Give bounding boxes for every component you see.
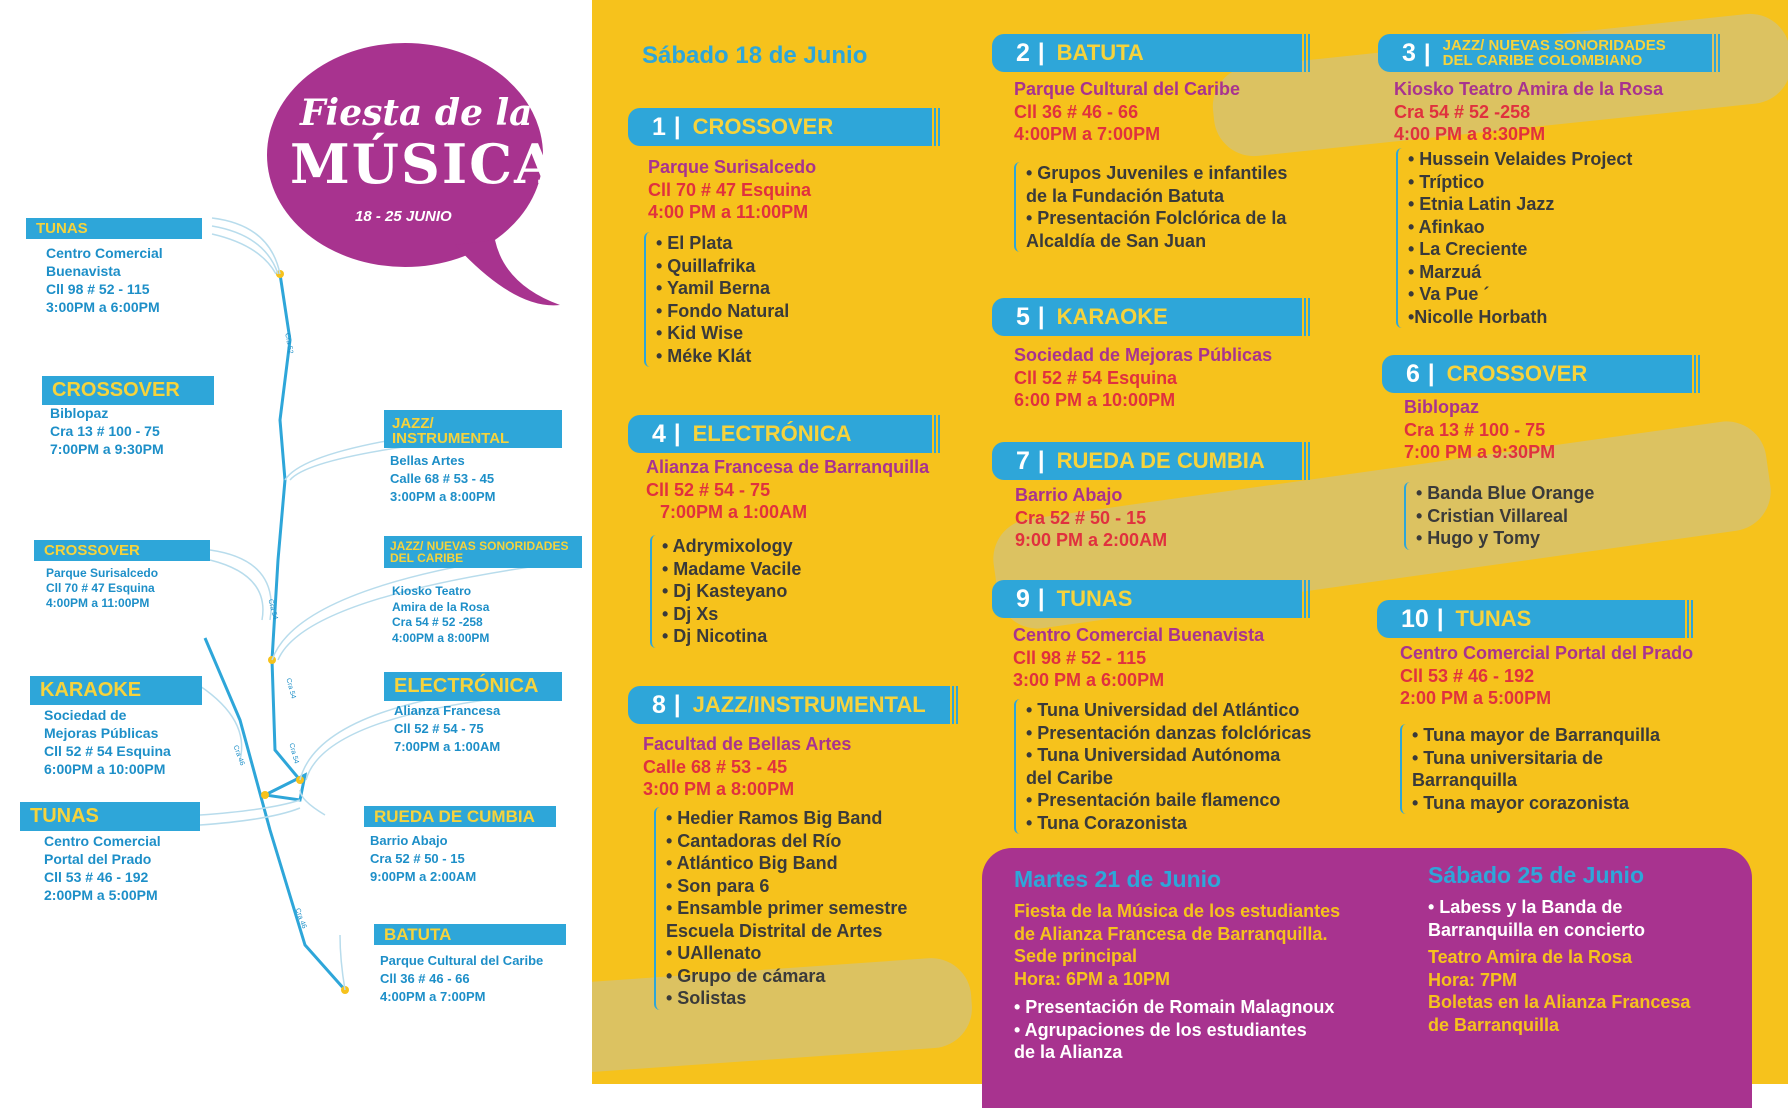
- event-10-venue: [1400, 642, 1693, 710]
- street-label: Cra 46: [231, 744, 246, 767]
- map-info-line: 4:00PM a 11:00PM: [46, 596, 150, 610]
- map-tag-karaoke: KARAOKE: [30, 676, 202, 705]
- street-label: Cra 54: [266, 598, 279, 621]
- event-separator: |: [1037, 585, 1045, 612]
- venue-name: Parque Cultural del Caribe: [1014, 79, 1241, 99]
- act-item: Escuela Distrital de Artes: [666, 920, 883, 941]
- logo-line2: MÚSICA: [290, 132, 558, 196]
- act-item: • Ensamble primer semestre: [666, 898, 908, 918]
- event-separator: |: [1037, 39, 1045, 66]
- venue-name: Kiosko Teatro Amira de la Rosa: [1394, 79, 1664, 99]
- event-9-venue: [1013, 624, 1264, 692]
- act-item: • Hussein Velaides Project: [1408, 149, 1633, 169]
- venue-address: Cll 70 # 47 Esquina: [648, 179, 812, 200]
- venue-time: 9:00 PM a 2:00AM: [1015, 530, 1168, 550]
- map-info-line: 7:00PM a 1:00AM: [394, 739, 501, 754]
- act-item: •Nicolle Horbath: [1408, 306, 1548, 327]
- act-item: • Kid Wise: [656, 323, 744, 343]
- event-9-header: [992, 580, 1300, 618]
- event-3-header: [1378, 34, 1710, 72]
- event-1-header: [628, 108, 930, 146]
- act-item: • Labess y la Banda de: [1428, 897, 1623, 917]
- street-label: Cra 52: [283, 332, 294, 355]
- act-item: • Tuna Universidad del Atlántico: [1026, 700, 1300, 720]
- venue-time: 4:00PM a 7:00PM: [1014, 124, 1161, 144]
- act-item: • Grupos Juveniles e infantiles: [1026, 163, 1288, 183]
- event-number: 5: [1016, 302, 1030, 331]
- map-info-line: Parque Cultural del Caribe: [380, 953, 544, 968]
- saturday25-info-line: de Barranquilla: [1428, 1014, 1560, 1035]
- event-title-line: JAZZ/ NUEVAS SONORIDADES: [1442, 37, 1666, 54]
- event-3-acts: [1396, 148, 1632, 328]
- event-1-venue: [648, 156, 816, 224]
- saturday25-info-line: Boletas en la Alianza Francesa: [1428, 992, 1691, 1012]
- tuesday-info-line: Hora: 6PM a 10PM: [1014, 968, 1171, 989]
- saturday25-info: [1428, 946, 1690, 1036]
- event-title: RUEDA DE CUMBIA: [1056, 448, 1265, 473]
- event-1-acts: [644, 232, 789, 367]
- venue-time: 3:00 PM a 6:00PM: [1013, 670, 1165, 690]
- map-info-line: Parque Surisalcedo: [46, 566, 159, 580]
- map-tag-rueda-cumbia: RUEDA DE CUMBIA: [364, 806, 556, 827]
- event-4-venue: [646, 456, 929, 524]
- saturday25-info-line: Hora: 7PM: [1428, 969, 1518, 990]
- map-info-line: Cll 52 # 54 - 75: [394, 721, 484, 736]
- act-item: • Atlántico Big Band: [666, 853, 838, 873]
- venue-name: Centro Comercial Portal del Prado: [1400, 643, 1694, 663]
- map-info-line: Cra 54 # 52 -258: [392, 615, 483, 629]
- venue-name: Facultad de Bellas Artes: [643, 734, 852, 754]
- event-number: 8: [652, 690, 666, 719]
- act-item: • El Plata: [656, 233, 733, 253]
- event-separator: |: [673, 691, 681, 718]
- act-item: • Etnia Latin Jazz: [1408, 194, 1555, 214]
- act-item: Barranquilla en concierto: [1428, 919, 1646, 940]
- venue-name: Sociedad de Mejoras Públicas: [1014, 345, 1273, 365]
- map-tag-batuta: BATUTA: [374, 924, 566, 945]
- venue-address: Cra 54 # 52 -258: [1394, 101, 1531, 122]
- act-item: • Méke Klát: [656, 345, 752, 366]
- event-2-header: [992, 34, 1300, 72]
- map-info-line: 9:00PM a 2:00AM: [370, 869, 477, 884]
- act-item: • Marzuá: [1408, 261, 1482, 282]
- act-item: • Fondo Natural: [656, 300, 790, 321]
- act-item: Barranquilla: [1412, 770, 1518, 790]
- event-separator: |: [1037, 447, 1045, 474]
- venue-address: Cll 53 # 46 - 192: [1400, 665, 1535, 686]
- event-separator: |: [1037, 303, 1045, 330]
- act-item: • Son para 6: [666, 875, 770, 896]
- venue-name: Parque Surisalcedo: [648, 157, 817, 177]
- map-info-line: 4:00PM a 7:00PM: [380, 989, 486, 1004]
- event-number: 7: [1016, 446, 1030, 475]
- venue-name: Barrio Abajo: [1015, 485, 1123, 505]
- event-title: BATUTA: [1056, 40, 1144, 65]
- event-7-header: [992, 442, 1300, 480]
- map-info-line: Cll 98 # 52 - 115: [46, 281, 150, 297]
- act-item: • Presentación Folclórica de la: [1026, 208, 1287, 228]
- map-info-line: Amira de la Rosa: [392, 599, 490, 614]
- event-title: CROSSOVER: [1446, 361, 1588, 386]
- map-info-crossover-surisalcedo: [46, 566, 158, 611]
- map-info-line: Kiosko Teatro: [392, 584, 472, 598]
- act-item: • Madame Vacile: [662, 558, 802, 579]
- tuesday-title: Martes 21 de Junio: [1014, 866, 1222, 892]
- event-number: 2: [1016, 38, 1030, 67]
- venue-address: Cra 13 # 100 - 75: [1404, 419, 1546, 440]
- event-number: 9: [1016, 584, 1030, 613]
- act-item: • Hedier Ramos Big Band: [666, 808, 883, 828]
- event-4-header: [628, 415, 930, 453]
- act-item: Alcaldía de San Juan: [1026, 230, 1207, 251]
- event-title: CROSSOVER: [692, 114, 834, 139]
- day1-title: Sábado 18 de Junio: [642, 42, 868, 69]
- map-info-line: Portal del Prado: [44, 851, 152, 867]
- event-title: ELECTRÓNICA: [692, 421, 852, 446]
- event-10-header: [1377, 600, 1683, 638]
- act-item: • Agrupaciones de los estudiantes: [1014, 1019, 1307, 1040]
- act-item: • Afinkao: [1408, 216, 1485, 237]
- map-tag-electronica: ELECTRÓNICA: [384, 672, 562, 701]
- map-info-line: 7:00PM a 9:30PM: [50, 441, 164, 457]
- event-2-acts: [1014, 162, 1287, 252]
- event-3-venue: [1394, 78, 1663, 146]
- map-tag-crossover-biblopaz: CROSSOVER: [42, 376, 214, 405]
- act-item: • Tuna Universidad Autónoma: [1026, 745, 1281, 765]
- map-info-line: Alianza Francesa: [394, 703, 501, 718]
- map-info-line: Centro Comercial: [44, 833, 161, 849]
- map-tag-jazz-instrumental: JAZZ/ INSTRUMENTAL: [384, 410, 562, 448]
- act-item: • Quillafrika: [656, 255, 756, 276]
- tuesday-info-line: de Alianza Francesa de Barranquilla.: [1014, 923, 1328, 944]
- saturday25-acts: [1428, 896, 1645, 941]
- venue-address: Cll 98 # 52 - 115: [1013, 647, 1147, 668]
- event-separator: |: [673, 113, 681, 140]
- act-item: • UAllenato: [666, 943, 762, 963]
- map-info-line: 2:00PM a 5:00PM: [44, 887, 158, 903]
- map-info-line: 4:00PM a 8:00PM: [392, 630, 490, 645]
- act-item: • Presentación baile flamenco: [1026, 790, 1281, 810]
- map-info-line: Calle 68 # 53 - 45: [390, 471, 495, 486]
- venue-time: 3:00 PM a 8:00PM: [643, 779, 795, 799]
- event-7-venue: [1015, 484, 1167, 552]
- map-info-line: Cra 52 # 50 - 15: [370, 851, 465, 866]
- event-2-venue: [1014, 78, 1240, 146]
- map-tag-jazz-nuevas: JAZZ/ NUEVAS SONORIDADES DEL CARIBE: [384, 536, 582, 568]
- event-separator: |: [1427, 360, 1435, 387]
- map-info-tunas-buenavista: [46, 244, 163, 316]
- venue-address: Cll 52 # 54 Esquina: [1014, 367, 1178, 388]
- act-item: del Caribe: [1026, 767, 1114, 788]
- act-item: • Tuna mayor de Barranquilla: [1412, 725, 1661, 745]
- act-item: • Tuna mayor corazonista: [1412, 792, 1630, 813]
- map-info-karaoke: [44, 706, 171, 778]
- event-title: [1443, 38, 1666, 68]
- map-info-line: Buenavista: [46, 263, 121, 279]
- event-separator: |: [673, 420, 681, 447]
- event-8-acts: [654, 807, 907, 1010]
- logo-line1: Fiesta de la: [300, 92, 533, 134]
- act-item: • Tuna Corazonista: [1026, 812, 1187, 833]
- map-info-line: 3:00PM a 8:00PM: [390, 489, 496, 504]
- map-info-tunas-prado: [44, 832, 161, 904]
- venue-address: Cra 52 # 50 - 15: [1015, 507, 1147, 528]
- saturday25-info-line: Teatro Amira de la Rosa: [1428, 947, 1633, 967]
- act-item: • Tuna universitaria de: [1412, 747, 1604, 768]
- act-item: • Presentación de Romain Malagnoux: [1014, 997, 1335, 1017]
- venue-address: Cll 36 # 46 - 66: [1014, 101, 1139, 122]
- map-info-line: Centro Comercial: [46, 245, 163, 261]
- map-info-jazz-instrumental: [390, 452, 496, 506]
- map-info-batuta: [380, 952, 543, 1006]
- street-label: Cra 46: [293, 907, 308, 930]
- venue-name: Alianza Francesa de Barranquilla: [646, 457, 930, 477]
- event-4-acts: [650, 535, 801, 648]
- act-item: • Yamil Berna: [656, 278, 771, 298]
- map-info-rueda-cumbia: [370, 832, 476, 886]
- act-item: • Solistas: [666, 988, 747, 1008]
- venue-name: Centro Comercial Buenavista: [1013, 625, 1265, 645]
- act-item: • Cantadoras del Río: [666, 830, 842, 851]
- venue-time: 6:00 PM a 10:00PM: [1014, 390, 1176, 410]
- map-info-line: Cra 13 # 100 - 75: [50, 423, 160, 439]
- tuesday-info: [1014, 900, 1340, 990]
- event-8-venue: [643, 733, 851, 801]
- act-item: • Tríptico: [1408, 171, 1485, 192]
- event-6-header: [1382, 355, 1690, 393]
- act-item: de la Fundación Batuta: [1026, 185, 1225, 206]
- tuesday-info-line: Sede principal: [1014, 946, 1138, 966]
- tuesday-info-line: Fiesta de la Música de los estudiantes: [1014, 901, 1341, 921]
- street-label: Cra 54: [284, 677, 297, 700]
- map-info-line: Cll 36 # 46 - 66: [380, 971, 470, 986]
- event-6-acts: [1404, 482, 1594, 550]
- event-9-acts: [1014, 699, 1311, 834]
- event-number: 4: [652, 419, 666, 448]
- map-info-line: Cll 52 # 54 Esquina: [44, 743, 171, 759]
- logo-dates: 18 - 25 JUNIO: [355, 208, 452, 225]
- event-separator: |: [1423, 39, 1431, 67]
- venue-name: Biblopaz: [1404, 397, 1479, 417]
- event-number: 6: [1406, 359, 1420, 388]
- event-title-line: DEL CARIBE COLOMBIANO: [1442, 52, 1643, 69]
- event-6-venue: [1404, 396, 1555, 464]
- act-item: • Presentación danzas folclóricas: [1026, 722, 1312, 743]
- map-info-line: Cll 70 # 47 Esquina: [46, 581, 155, 595]
- venue-time: 7:00 PM a 9:30PM: [1404, 442, 1556, 462]
- street-label: Cra 54: [287, 742, 300, 765]
- venue-address: Calle 68 # 53 - 45: [643, 756, 788, 777]
- map-info-line: Sociedad de: [44, 707, 127, 723]
- map-panel: [0, 0, 592, 1084]
- map-info-line: 6:00PM a 10:00PM: [44, 761, 166, 777]
- map-info-line: Barrio Abajo: [370, 833, 448, 848]
- map-info-line: 3:00PM a 6:00PM: [46, 299, 160, 315]
- map-tag-tunas-prado: TUNAS: [20, 802, 200, 831]
- event-title: JAZZ/INSTRUMENTAL: [692, 692, 926, 717]
- event-number: 1: [652, 112, 666, 141]
- act-item: • Dj Xs: [662, 603, 719, 624]
- event-number: 3: [1402, 38, 1416, 67]
- map-info-line: Bellas Artes: [390, 453, 465, 468]
- act-item: • Banda Blue Orange: [1416, 483, 1595, 503]
- act-item: • La Creciente: [1408, 239, 1528, 259]
- map-info-jazz-nuevas: [392, 584, 489, 646]
- act-item: • Grupo de cámara: [666, 965, 826, 986]
- venue-address: Cll 52 # 54 - 75: [646, 479, 771, 500]
- event-title: TUNAS: [1455, 606, 1532, 631]
- event-number: 10: [1401, 604, 1429, 633]
- event-title: TUNAS: [1056, 586, 1133, 611]
- tuesday-acts: [1014, 996, 1334, 1064]
- saturday25-title: Sábado 25 de Junio: [1428, 862, 1644, 888]
- event-5-venue: [1014, 344, 1272, 412]
- venue-time: 7:00PM a 1:00AM: [660, 502, 808, 522]
- event-title: KARAOKE: [1056, 304, 1168, 329]
- event-10-acts: [1400, 724, 1660, 814]
- event-5-header: [992, 298, 1300, 336]
- act-item: • Hugo y Tomy: [1416, 528, 1540, 548]
- map-tag-crossover-surisalcedo: CROSSOVER: [34, 540, 210, 561]
- venue-time: 2:00 PM a 5:00PM: [1400, 688, 1552, 708]
- venue-time: 4:00 PM a 8:30PM: [1394, 124, 1546, 144]
- map-info-electronica: [394, 702, 500, 756]
- map-info-crossover-biblopaz: [50, 404, 164, 458]
- act-item: • Dj Nicotina: [662, 626, 768, 646]
- act-item: • Dj Kasteyano: [662, 581, 788, 601]
- map-info-line: Biblopaz: [50, 405, 109, 421]
- act-item: • Cristian Villareal: [1416, 505, 1569, 526]
- act-item: • Va Pue ´: [1408, 284, 1490, 304]
- act-item: de la Alianza: [1014, 1042, 1123, 1062]
- act-item: • Adrymixology: [662, 536, 793, 556]
- venue-time: 4:00 PM a 11:00PM: [648, 202, 809, 222]
- event-separator: |: [1436, 605, 1444, 632]
- map-info-line: Mejoras Públicas: [44, 725, 159, 741]
- event-8-header: [628, 686, 948, 724]
- map-tag-tunas-buenavista: TUNAS: [26, 218, 202, 239]
- map-info-line: Cll 53 # 46 - 192: [44, 869, 149, 885]
